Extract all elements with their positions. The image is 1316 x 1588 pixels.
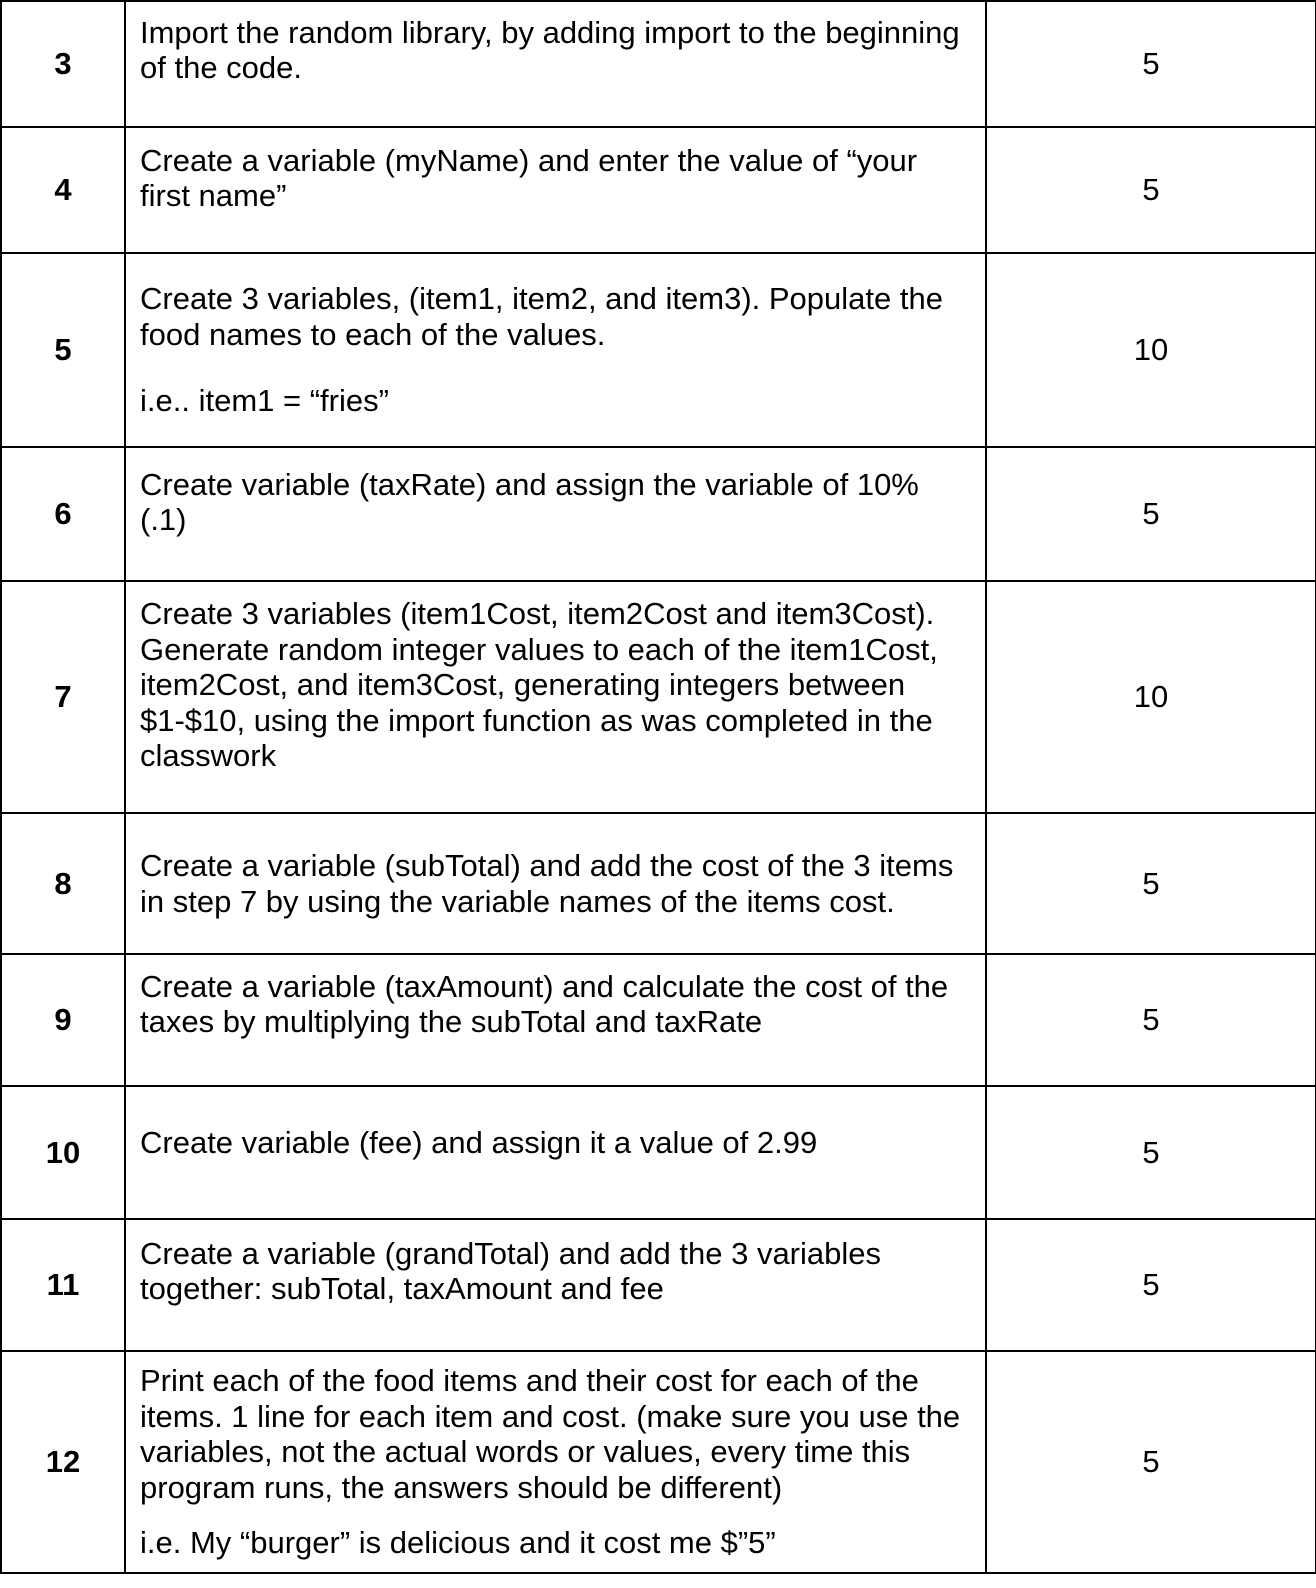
step-text: Print each of the food items and their cost for each of the items. 1 line for each item and cost. (make sure you use the variables, not the actual words or values, every time this program runs, the answers should be different) [140,1363,961,1505]
step-number: 3 [1,1,125,127]
step-points: 10 [986,253,1316,447]
step-example: i.e. My “burger” is delicious and it cost me $”5” [140,1525,776,1561]
step-description [125,447,986,581]
step-description [125,954,986,1086]
step-points: 5 [986,447,1316,581]
table-row [1,127,1316,253]
table-row [1,581,1316,813]
step-number: 5 [1,253,125,447]
step-points: 5 [986,1,1316,127]
step-points: 5 [986,954,1316,1086]
step-points: 5 [986,127,1316,253]
step-number: 9 [1,954,125,1086]
step-description [125,1351,986,1573]
step-number: 8 [1,813,125,954]
step-text: Create a variable (subTotal) and add the cost of the 3 items in step 7 by using the variable names of the items cost. [140,848,954,919]
step-number: 4 [1,127,125,253]
step-text: Create 3 variables (item1Cost, item2Cost and item3Cost). Generate random integer values to each of the item1Cost, item2Cost, and item3Cost, generating integers between $1-$10, using the import function as was completed in the classwork [140,596,938,774]
step-number: 7 [1,581,125,813]
step-description [125,1219,986,1351]
step-number: 11 [1,1219,125,1351]
table-row [1,447,1316,581]
step-description [125,581,986,813]
step-example: i.e.. item1 = “fries” [140,383,389,419]
step-number: 6 [1,447,125,581]
table-row [1,954,1316,1086]
step-points: 5 [986,1219,1316,1351]
step-text: Create a variable (grandTotal) and add the 3 variables together: subTotal, taxAmount and fee [140,1235,882,1306]
step-description [125,1086,986,1219]
step-points: 5 [986,813,1316,954]
table-row [1,1219,1316,1351]
step-text: Create variable (taxRate) and assign the variable of 10% (.1) [140,466,919,537]
step-description [125,1,986,127]
step-points: 5 [986,1351,1316,1573]
step-text: Create 3 variables, (item1, item2, and item3). Populate the food names to each of the values. [140,281,943,352]
step-description [125,813,986,954]
table-row [1,1351,1316,1573]
step-number: 10 [1,1086,125,1219]
step-description [125,253,986,447]
step-text: Create a variable (taxAmount) and calculate the cost of the taxes by multiplying the subTotal and taxRate [140,968,949,1039]
table-row [1,1,1316,127]
step-description [125,127,986,253]
step-points: 5 [986,1086,1316,1219]
step-text: Create variable (fee) and assign it a value of 2.99 [140,1124,818,1160]
table-row [1,253,1316,447]
step-points: 10 [986,581,1316,813]
table-row [1,813,1316,954]
step-text: Create a variable (myName) and enter the value of “your first name” [140,142,918,213]
step-number: 12 [1,1351,125,1573]
table-row [1,1086,1316,1219]
step-text: Import the random library, by adding import to the beginning of the code. [140,14,960,85]
